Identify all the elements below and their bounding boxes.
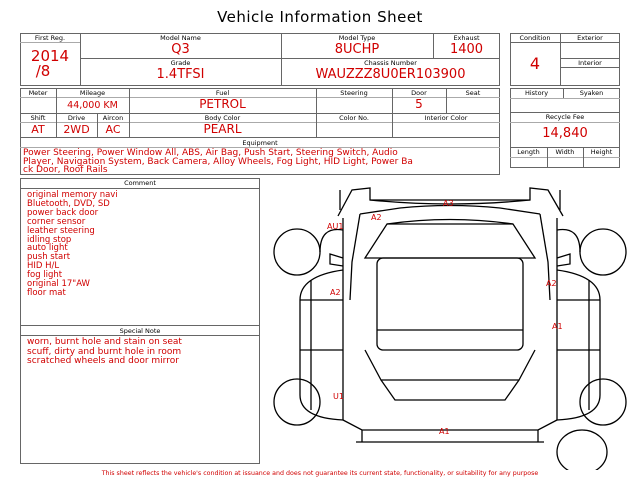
aircon-label: Aircon xyxy=(102,114,124,122)
door-value: 5 xyxy=(415,97,423,111)
door-label: Door xyxy=(411,89,427,97)
comment-line: push start xyxy=(27,252,71,263)
condition-score: 4 xyxy=(529,55,541,73)
special-note-label: Special Note xyxy=(119,327,161,335)
shift-label: Shift xyxy=(30,114,46,122)
comment-line: original memory navi xyxy=(27,190,118,200)
mileage-label: Mileage xyxy=(79,89,106,97)
comment-line: corner sensor xyxy=(27,216,86,227)
comment-line: original 17"AW xyxy=(27,279,90,290)
drive-value: 2WD xyxy=(63,123,90,136)
comment-label: Comment xyxy=(124,179,156,187)
special-note-list xyxy=(27,338,257,367)
damage-mark-u1: U1 xyxy=(333,392,344,401)
width-label: Width xyxy=(555,148,575,156)
comment-line: power back door xyxy=(27,207,99,218)
drive-label: Drive xyxy=(67,114,86,122)
grade-value: 1.4TFSI xyxy=(156,68,205,82)
damage-mark-a3: A3 xyxy=(443,199,454,208)
special-note-line: worn, burnt hole and stain on seat xyxy=(27,337,182,347)
equipment-label: Equipment xyxy=(242,139,278,147)
meter-label: Meter xyxy=(28,89,48,97)
model-name-label: Model Name xyxy=(160,34,201,42)
interior-color-label: Interior Color xyxy=(424,114,468,122)
fuel-label: Fuel xyxy=(215,89,230,97)
comment-line: idling stop xyxy=(27,234,72,245)
color-no-label: Color No. xyxy=(339,114,369,122)
recycle-fee-value: 14,840 xyxy=(542,126,588,141)
model-name: Q3 xyxy=(171,43,190,57)
special-note-line: scratched wheels and door mirror xyxy=(27,356,179,366)
syaken-label: Syaken xyxy=(579,89,604,97)
exhaust-value: 1400 xyxy=(449,43,484,57)
comment-list xyxy=(27,191,257,298)
disclaimer: This sheet reflects the vehicle's condition at issuance and does not guarantee its current state, functionality, or suitability for any purpose xyxy=(101,470,539,477)
seat-label: Seat xyxy=(465,89,481,97)
damage-mark-a2-front: A2 xyxy=(371,213,382,222)
chassis-label: Chassis Number xyxy=(364,59,417,67)
chassis-number: WAUZZZ8U0ER103900 xyxy=(315,68,466,82)
shift-value: AT xyxy=(31,123,45,136)
body-color-label: Body Color xyxy=(204,114,241,122)
page-title: Vehicle Information Sheet xyxy=(217,8,423,26)
steering-label: Steering xyxy=(340,89,368,97)
first-reg-year: 2014 xyxy=(30,48,70,64)
condition-label: Condition xyxy=(519,34,551,42)
first-reg-label: First Reg. xyxy=(34,34,66,42)
comment-line: floor mat xyxy=(27,287,66,298)
comment-line: HID H/L xyxy=(27,261,60,272)
damage-mark-a1-rear: A1 xyxy=(439,427,450,436)
damage-mark-au1: AU1 xyxy=(327,222,344,231)
comment-line: auto light xyxy=(27,243,68,254)
model-type-label: Model Type xyxy=(338,34,376,42)
equipment-line-1: Power Steering, Power Window All, ABS, Air Bag, Push Start, Steering Switch, Audio xyxy=(23,148,398,158)
body-color-value: PEARL xyxy=(203,122,242,136)
comment-line: Bluetooth, DVD, SD xyxy=(27,198,110,209)
aircon-value: AC xyxy=(105,123,121,136)
grade-label: Grade xyxy=(170,59,191,67)
mileage-value: 44,000 KM xyxy=(67,100,118,111)
interior-label: Interior xyxy=(578,59,602,67)
exterior-label: Exterior xyxy=(577,34,603,42)
equipment-line-3: ck Door, Roof Rails xyxy=(23,165,108,175)
damage-mark-a2-left: A2 xyxy=(330,288,341,297)
recycle-fee-label: Recycle Fee xyxy=(545,113,585,121)
first-reg-month: /8 xyxy=(35,63,51,79)
length-label: Length xyxy=(517,148,540,156)
equipment-line-2: Player, Navigation System, Back Camera, Alloy Wheels, Fog Light, HID Light, Power Ba xyxy=(23,156,413,167)
special-note-line: scuff, dirty and burnt hole in room xyxy=(27,346,182,357)
history-label: History xyxy=(524,89,549,97)
exhaust-label: Exhaust xyxy=(453,34,480,42)
comment-line: leather steering xyxy=(27,225,95,236)
model-type: 8UCHP xyxy=(334,43,380,57)
comment-line: fog light xyxy=(27,270,63,281)
damage-mark-a1-right: A1 xyxy=(552,322,563,331)
fuel-value: PETROL xyxy=(199,97,246,111)
height-label: Height xyxy=(590,148,613,156)
damage-mark-a2-right: A2 xyxy=(546,279,557,288)
